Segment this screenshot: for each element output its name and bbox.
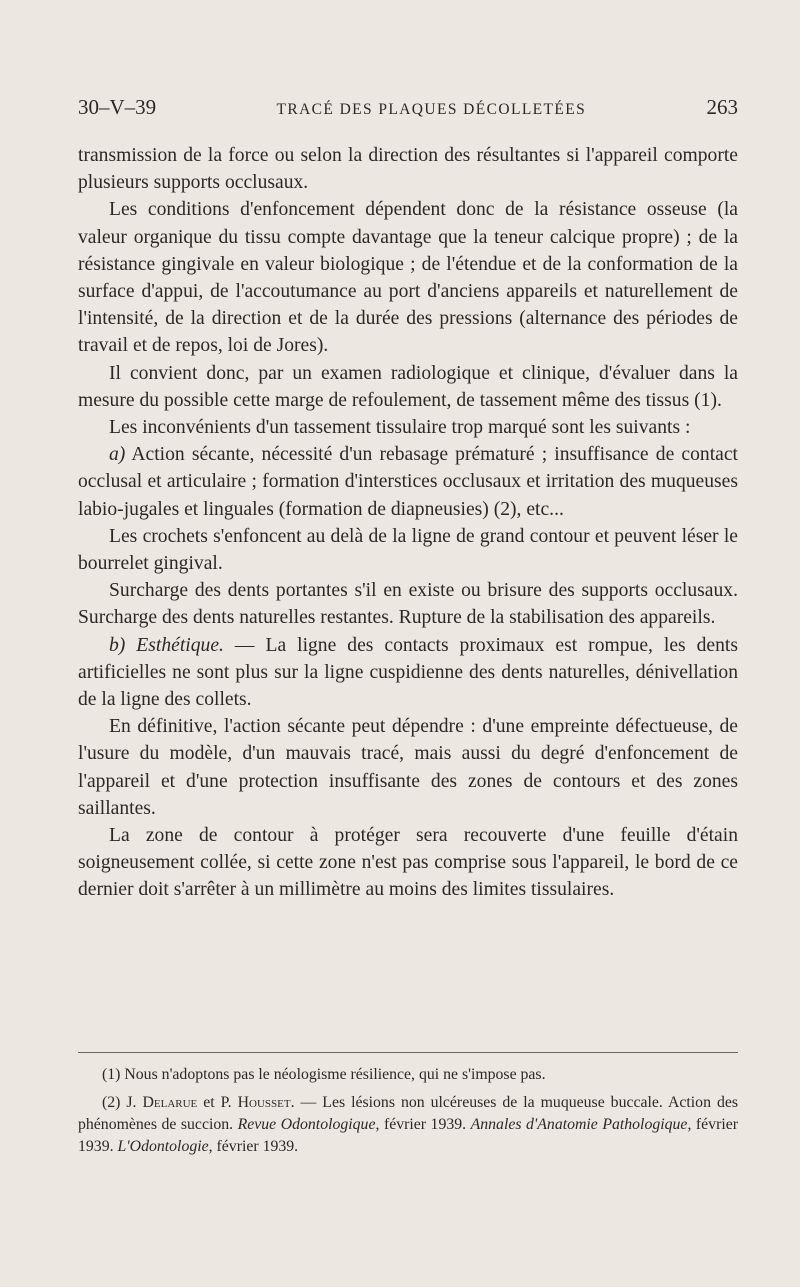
- journal-title: Revue Odontologique: [237, 1116, 376, 1133]
- item-text: — La ligne des contacts proximaux est rompue, les dents artificielles ne sont plus sur la ligne cuspidienne des dents naturelles, dénivellation de la ligne des collets.: [78, 634, 738, 711]
- journal-title: L'Odontologie: [117, 1138, 209, 1155]
- paragraph: Il convient donc, par un examen radiologique et clinique, d'évaluer dans la mesure du possible cette marge de refoulement, de tassement même des tissus (1).: [78, 362, 738, 411]
- author-name: Housset: [237, 1094, 291, 1111]
- footnote-divider: [78, 1052, 738, 1053]
- running-header: [78, 95, 738, 121]
- paragraph-item-a: [78, 441, 738, 523]
- footnote-text: , février 1939.: [208, 1138, 299, 1155]
- paragraph: Les crochets s'enfoncent au delà de la ligne de grand contour et peuvent léser le bourrelet gingival.: [78, 525, 738, 575]
- item-marker: a): [109, 444, 126, 466]
- paragraph: La zone de contour à protéger sera recouverte d'une feuille d'étain soigneusement collée, si cette zone n'est pas comprise sous l'appareil, le bord de ce dernier doit s'arrêter à un millimètre au moins des limites tissulaires.: [78, 825, 738, 901]
- footnote-text: et P.: [197, 1094, 238, 1111]
- page-number: 263: [706, 95, 738, 119]
- footnote-text: , février 1939.: [78, 1116, 738, 1155]
- footnote-text: . — Les lésions non ulcéreuses de la muqueuse buccale. Action des phénomènes de succion.: [78, 1094, 738, 1133]
- paragraph: Les conditions d'enfoncement dépendent donc de la résistance osseuse (la valeur organique du tissu compte davantage que la teneur calcique propre) ; de la résistance gingivale en valeur biologique ; de l'étendue et de la conformation de la surface d'appui, de l'accoutumance au port d'anciens appareils et naturellement de l'intensité, de la direction et de la durée des pressions (alternance des périodes de travail et de repos, loi de Jores).: [78, 199, 738, 357]
- journal-title: Annales d'Anatomie Pathologique: [470, 1116, 688, 1133]
- header-date: 30–V–39: [78, 95, 157, 119]
- footnote-2: [78, 1092, 738, 1158]
- footnotes: [78, 1064, 738, 1164]
- paragraph: Les inconvénients d'un tassement tissulaire trop marqué sont les suivants :: [109, 417, 691, 439]
- item-text: Action sécante, nécessité d'un rebasage prématuré ; insuffisance de contact occlusal et articulaire ; formation d'interstices occlusaux et irritation des muqueuses labio-jugales et linguales (formation de diapneusies) (2), etc...: [78, 444, 738, 520]
- paragraph-item-b: [78, 632, 738, 714]
- paragraph: En définitive, l'action sécante peut dépendre : d'une empreinte défectueuse, de l'usure du modèle, d'un mauvais tracé, mais aussi du degré d'enfoncement de l'appareil et d'une protection insuffisante des zones de contours et des zones saillantes.: [78, 716, 738, 819]
- paragraph: transmission de la force ou selon la direction des résultantes si l'appareil comporte plusieurs supports occlusaux.: [78, 145, 738, 194]
- footnote-1: (1) Nous n'adoptons pas le néologisme résilience, qui ne s'impose pas.: [102, 1066, 546, 1083]
- paragraph: Surcharge des dents portantes s'il en existe ou brisure des supports occlusaux. Surcharge des dents naturelles restantes. Rupture de la stabilisation des appareils.: [78, 580, 738, 629]
- item-marker: b) Esthétique.: [109, 634, 224, 656]
- header-title: TRACÉ DES PLAQUES DÉCOLLETÉES: [276, 101, 587, 118]
- footnote-text: , février 1939.: [375, 1116, 471, 1133]
- footnote-number: (2) J.: [102, 1094, 137, 1111]
- main-text: [78, 142, 738, 904]
- author-name: Delarue: [142, 1094, 198, 1111]
